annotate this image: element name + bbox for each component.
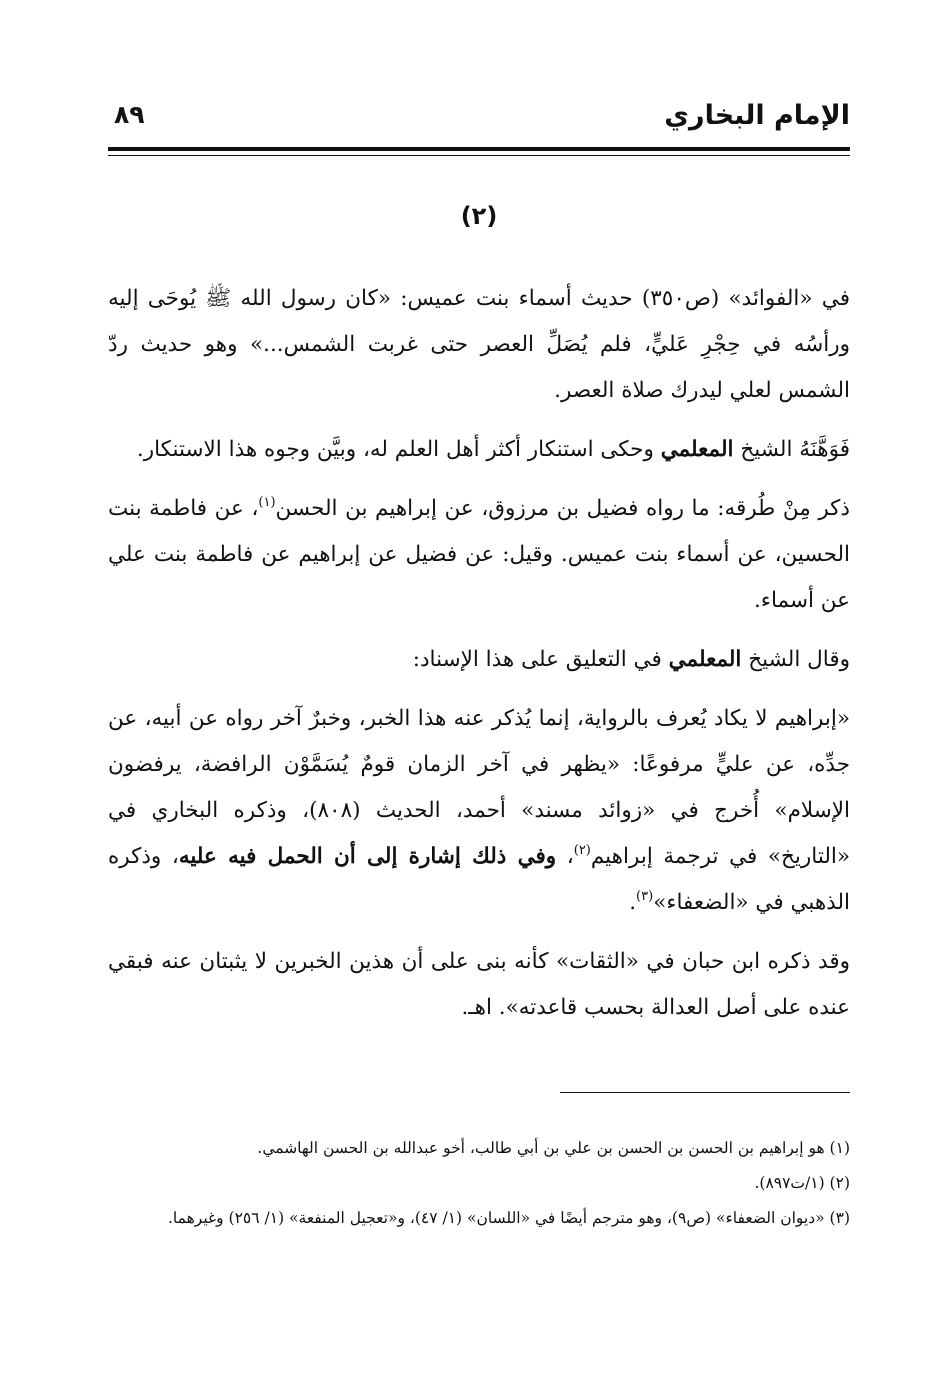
paragraph-3-part-b: ، عن فاطمة بنت الحسين، عن أسماء بنت عميس. وقيل: عن فضيل عن إبراهيم عن فاطمة بنت علي عن أسماء. xyxy=(108,496,850,613)
paragraph-2-part-a: فَوَهَّنَهُ الشيخ xyxy=(740,437,850,462)
scholar-name: المعلمي xyxy=(660,437,734,462)
footnote-1: (١) هو إبراهيم بن الحسن بن الحسن بن علي بن أبي طالب، أخو عبدالله بن الحسن الهاشمي. xyxy=(257,1139,850,1157)
paragraph-2 xyxy=(108,427,850,473)
paragraph-2-part-b: وحكى استنكار أكثر أهل العلم له، وبيَّن وجوه هذا الاستنكار. xyxy=(136,437,654,462)
paragraph-4 xyxy=(108,637,850,683)
paragraph-5-part-c: ، وذكره الذهبي في «الضعفاء» xyxy=(108,844,850,915)
paragraph-5-quote xyxy=(108,696,850,926)
header-rule-thin xyxy=(108,155,850,156)
section-number: (٢) xyxy=(460,202,498,230)
footnotes xyxy=(108,1131,850,1236)
paragraph-1: في «الفوائد» (ص٣٥٠) حديث أسماء بنت عميس: «كان رسول الله ﷺ يُوحَى إليه ورأسُه في حِجْرِ عَليٍّ، فلم يُصَلِّ العصر حتى غربت الشمس...» وهو حديث ردّ الشمس لعلي ليدرك صلاة العصر. xyxy=(108,286,850,403)
footnote-2: (٢) (١/ت٨٩٧). xyxy=(754,1174,850,1192)
footnote-ref-2[interactable]: (٢) xyxy=(573,843,591,858)
paragraph-4-part-a: وقال الشيخ xyxy=(748,647,850,672)
paragraph-5-part-a: «إبراهيم لا يكاد يُعرف بالرواية، إنما يُذكر عنه هذا الخبر، وخبرٌ آخر رواه عن أبيه، عن جدِّه، عن عليٍّ مرفوعًا: «يظهر في آخر الزمان قومٌ يُسَمَّوْن الرافضة، يرفضون الإسلام» أُخرج في «زوائد مسند» أحمد، الحديث (٨٠٨)، وذكره البخاري في «التاريخ» في ترجمة إبراهيم xyxy=(108,706,851,869)
paragraph-6: وقد ذكره ابن حبان في «الثقات» كأنه بنى على أن هذين الخبرين لا يثبتان عنه فبقي عنده على أصل العدالة بحسب قاعدته». اهـ. xyxy=(108,949,850,1020)
paragraph-3-part-a: ذكر مِنْ طُرقه: ما رواه فضيل بن مرزوق، عن إبراهيم بن الحسن xyxy=(275,496,850,521)
header-rule-thick xyxy=(108,147,850,151)
body-text xyxy=(108,276,850,1044)
paragraph-5-emphasis: وفي ذلك إشارة إلى أن الحمل فيه عليه xyxy=(178,844,557,869)
running-title: الإمام البخاري xyxy=(664,100,850,131)
page-number: ٨٩ xyxy=(114,100,145,129)
paragraph-5-part-d: . xyxy=(629,890,637,915)
paragraph-5-part-b: ، xyxy=(556,844,574,869)
scholar-name: المعلمي xyxy=(668,647,742,672)
footnote-ref-3[interactable]: (٣) xyxy=(636,889,654,904)
paragraph-3 xyxy=(108,486,850,624)
page-header xyxy=(108,96,850,136)
paragraph-4-part-b: في التعليق على هذا الإسناد: xyxy=(412,647,662,672)
footnote-3: (٣) «ديوان الضعفاء» (ص٩)، وهو مترجم أيضًا في «اللسان» (١/ ٤٧)، و«تعجيل المنفعة» (١/ ٢٥٦) وغيرهما. xyxy=(168,1209,850,1227)
footnote-separator xyxy=(560,1092,850,1093)
footnote-ref-1[interactable]: (١) xyxy=(258,495,276,510)
